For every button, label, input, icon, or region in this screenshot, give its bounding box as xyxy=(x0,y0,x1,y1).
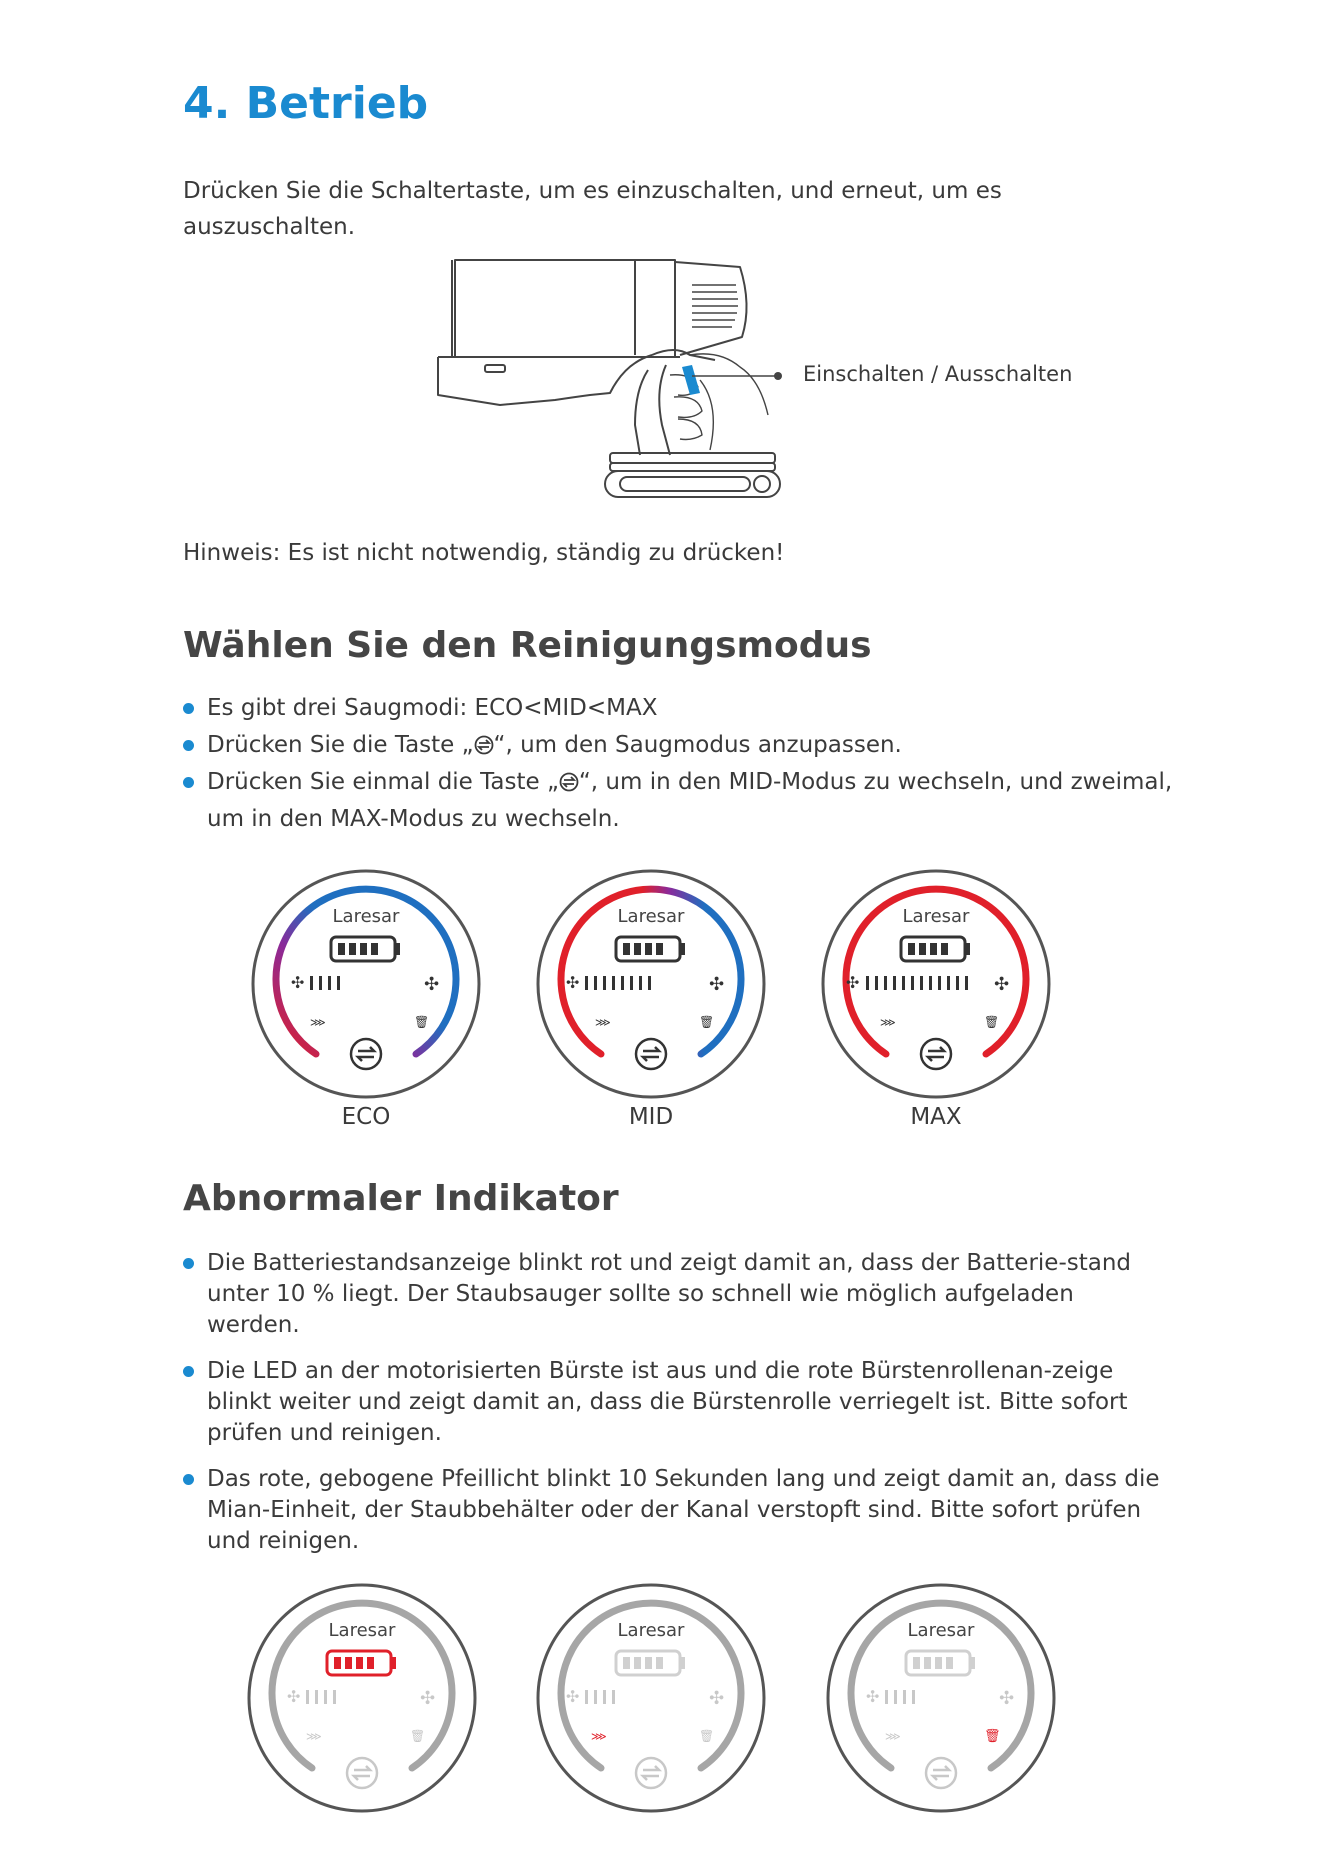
svg-text:⋙: ⋙ xyxy=(595,1016,611,1029)
intro-text: Drücken Sie die Schaltertaste, um es einzuschalten, und erneut, um es auszuschalten. xyxy=(183,178,1002,240)
brand-logo: Laresar xyxy=(328,1620,396,1641)
svg-text:✣: ✣ xyxy=(846,973,860,992)
abnormal-list xyxy=(183,1248,1173,1572)
svg-text:⋙: ⋙ xyxy=(591,1730,607,1743)
svg-text:✣: ✣ xyxy=(709,1688,725,1709)
mode-switch-icon xyxy=(474,735,494,755)
eco-label: ECO xyxy=(341,1104,391,1130)
mid-mode-dial xyxy=(531,864,771,1104)
list-item xyxy=(183,727,1173,764)
svg-text:✣: ✣ xyxy=(424,974,440,995)
abnormal-heading: Abnormaler Indikator xyxy=(183,1178,619,1219)
vacuum-illustration xyxy=(430,255,810,500)
modes-list xyxy=(183,690,1173,838)
mode-switch-icon xyxy=(559,772,579,792)
bullet-text: “, um den Saugmodus anzupassen. xyxy=(493,732,902,758)
max-label: MAX xyxy=(910,1104,962,1130)
svg-text:🗑: 🗑 xyxy=(984,1729,1001,1744)
max-mode-dial xyxy=(816,864,1056,1104)
svg-text:🗑: 🗑 xyxy=(410,1729,426,1743)
mid-label: MID xyxy=(628,1104,674,1130)
brand-logo: Laresar xyxy=(617,906,685,927)
modes-heading: Wählen Sie den Reinigungsmodus xyxy=(183,625,872,666)
svg-text:✣: ✣ xyxy=(866,1687,880,1706)
svg-text:✣: ✣ xyxy=(999,1688,1015,1709)
battery-alert-dial xyxy=(242,1578,482,1818)
brand-logo: Laresar xyxy=(332,906,400,927)
svg-text:⋙: ⋙ xyxy=(310,1016,326,1029)
power-switch-callout: Einschalten / Ausschalten xyxy=(803,362,1073,386)
svg-text:🗑: 🗑 xyxy=(699,1015,715,1029)
brand-logo: Laresar xyxy=(902,906,970,927)
list-item: Die LED an der motorisierten Bürste ist aus und die rote Bürstenrollenan-zeige blinkt weiter und zeigt damit an, dass die Bürstenrolle verriegelt ist. Bitte sofort prüfen und reinigen. xyxy=(183,1356,1173,1449)
list-item xyxy=(183,764,1173,838)
svg-text:✣: ✣ xyxy=(420,1688,436,1709)
bullet-text: Drücken Sie die Taste „ xyxy=(207,732,474,758)
bullet-text: Es gibt drei Saugmodi: ECO<MID<MAX xyxy=(207,695,658,721)
svg-text:🗑: 🗑 xyxy=(699,1729,715,1743)
svg-text:✣: ✣ xyxy=(291,973,305,992)
svg-text:⋙: ⋙ xyxy=(885,1730,901,1743)
list-item: Das rote, gebogene Pfeillicht blinkt 10 Sekunden lang und zeigt damit an, dass die Mian-Einheit, der Staubbehälter oder der Kanal verstopft sind. Bitte sofort prüfen und reinigen. xyxy=(183,1464,1173,1557)
svg-text:✣: ✣ xyxy=(566,1687,580,1706)
svg-text:✣: ✣ xyxy=(994,974,1010,995)
note-text: Hinweis: Es ist nicht notwendig, ständig zu drücken! xyxy=(183,540,785,566)
brush-roll-alert-dial xyxy=(531,1578,771,1818)
brand-logo: Laresar xyxy=(617,1620,685,1641)
svg-text:⋙: ⋙ xyxy=(880,1016,896,1029)
svg-text:🗑: 🗑 xyxy=(414,1015,430,1029)
dustbin-alert-dial xyxy=(821,1578,1061,1818)
svg-text:✣: ✣ xyxy=(709,974,725,995)
section-title: 4. Betrieb xyxy=(183,78,429,129)
svg-text:⋙: ⋙ xyxy=(306,1730,322,1743)
svg-text:✣: ✣ xyxy=(287,1687,301,1706)
eco-mode-dial xyxy=(246,864,486,1104)
svg-text:🗑: 🗑 xyxy=(984,1015,1000,1029)
list-item xyxy=(183,690,1173,727)
svg-text:✣: ✣ xyxy=(566,973,580,992)
bullet-text: Drücken Sie einmal die Taste „ xyxy=(207,769,559,795)
brand-logo: Laresar xyxy=(907,1620,975,1641)
list-item: Die Batteriestandsanzeige blinkt rot und zeigt damit an, dass der Batterie-stand unter 10 % liegt. Der Staubsauger sollte so schnell wie möglich aufgeladen werden. xyxy=(183,1248,1173,1341)
bullet-text: “, um in den MID-Modus zu wechseln, und zweimal, um in den MAX-Modus zu wechseln. xyxy=(207,769,1173,832)
